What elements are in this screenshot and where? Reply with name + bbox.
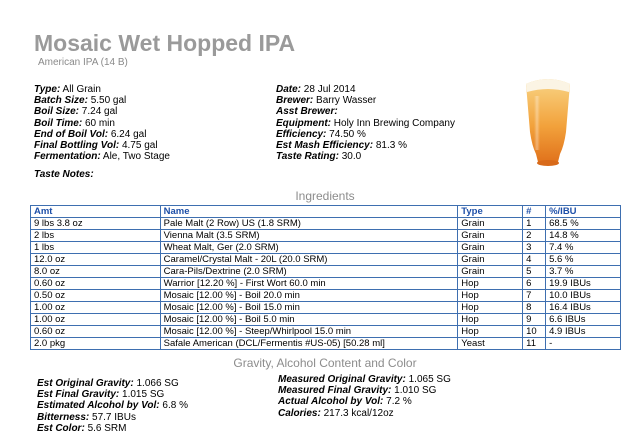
table-cell: 1 lbs bbox=[31, 242, 161, 254]
table-cell: 3.7 % bbox=[546, 266, 621, 278]
gravity-right bbox=[278, 374, 451, 419]
detail-row bbox=[276, 84, 455, 95]
table-cell: 1.00 oz bbox=[31, 302, 161, 314]
gravity-heading: Gravity, Alcohol Content and Color bbox=[233, 356, 417, 370]
gravity-row bbox=[37, 400, 188, 411]
table-cell: Mosaic [12.00 %] - Boil 15.0 min bbox=[160, 302, 458, 314]
detail-label: Boil Size: bbox=[34, 106, 80, 118]
detail-row bbox=[34, 95, 170, 106]
detail-value: 30.0 bbox=[341, 151, 362, 163]
table-cell: Grain bbox=[458, 242, 523, 254]
table-cell: Cara-Pils/Dextrine (2.0 SRM) bbox=[160, 266, 458, 278]
table-cell: 11 bbox=[523, 338, 546, 350]
gravity-value: 57.7 IBUs bbox=[92, 411, 136, 423]
gravity-label: Measured Original Gravity: bbox=[278, 374, 406, 385]
detail-row bbox=[276, 95, 455, 106]
table-cell: 2 bbox=[523, 230, 546, 242]
detail-label: Equipment: bbox=[276, 117, 331, 129]
detail-value: 81.3 % bbox=[375, 140, 407, 152]
column-header: Type bbox=[458, 206, 523, 218]
table-row bbox=[31, 278, 621, 290]
table-cell: Safale American (DCL/Fermentis #US-05) [50.28 ml] bbox=[160, 338, 458, 350]
gravity-row bbox=[278, 374, 451, 385]
detail-label: Fermentation: bbox=[34, 151, 101, 163]
table-cell: 10 bbox=[523, 326, 546, 338]
table-cell: 0.60 oz bbox=[31, 326, 161, 338]
detail-value: 60 min bbox=[84, 117, 115, 129]
table-cell: 8.0 oz bbox=[31, 266, 161, 278]
table-cell: 0.50 oz bbox=[31, 290, 161, 302]
table-cell: 7 bbox=[523, 290, 546, 302]
table-row bbox=[31, 314, 621, 326]
taste-notes-label: Taste Notes: bbox=[34, 169, 94, 180]
detail-label: Batch Size: bbox=[34, 95, 88, 107]
table-cell: Grain bbox=[458, 218, 523, 230]
ingredients-heading: Ingredients bbox=[295, 189, 355, 203]
table-cell: Mosaic [12.00 %] - Boil 5.0 min bbox=[160, 314, 458, 326]
gravity-label: Bitterness: bbox=[37, 411, 90, 423]
table-cell: Hop bbox=[458, 278, 523, 290]
table-cell: Caramel/Crystal Malt - 20L (20.0 SRM) bbox=[160, 254, 458, 266]
table-cell: 8 bbox=[523, 302, 546, 314]
table-cell: 68.5 % bbox=[546, 218, 621, 230]
gravity-row bbox=[278, 385, 451, 396]
table-row bbox=[31, 254, 621, 266]
gravity-label: Est Color: bbox=[37, 422, 85, 434]
gravity-value: 1.066 SG bbox=[136, 378, 179, 389]
table-cell: Hop bbox=[458, 326, 523, 338]
detail-row bbox=[276, 106, 455, 117]
table-cell: Mosaic [12.00 %] - Boil 20.0 min bbox=[160, 290, 458, 302]
detail-label: Final Bottling Vol: bbox=[34, 140, 120, 152]
gravity-label: Est Final Gravity: bbox=[37, 389, 120, 401]
table-cell: Hop bbox=[458, 314, 523, 326]
table-header-row bbox=[31, 206, 621, 218]
detail-label: Taste Rating: bbox=[276, 151, 339, 163]
detail-value: 6.24 gal bbox=[110, 128, 147, 140]
detail-row bbox=[276, 140, 455, 151]
gravity-value: 1.010 SG bbox=[394, 385, 437, 397]
table-cell: 10.0 IBUs bbox=[546, 290, 621, 302]
detail-label: Efficiency: bbox=[276, 128, 327, 140]
table-cell: Vienna Malt (3.5 SRM) bbox=[160, 230, 458, 242]
table-cell: 1.00 oz bbox=[31, 314, 161, 326]
table-cell: 4 bbox=[523, 254, 546, 266]
beer-glass-icon bbox=[518, 72, 578, 168]
detail-value: All Grain bbox=[62, 84, 101, 95]
table-row bbox=[31, 230, 621, 242]
gravity-left bbox=[37, 378, 188, 434]
table-cell: Grain bbox=[458, 266, 523, 278]
table-cell: Hop bbox=[458, 290, 523, 302]
gravity-label: Actual Alcohol by Vol: bbox=[278, 396, 384, 408]
detail-label: Brewer: bbox=[276, 95, 314, 107]
gravity-row bbox=[278, 408, 451, 419]
detail-value: 4.75 gal bbox=[121, 140, 158, 152]
detail-label: Est Mash Efficiency: bbox=[276, 140, 374, 152]
table-row bbox=[31, 266, 621, 278]
details-left bbox=[34, 84, 170, 162]
gravity-label: Measured Final Gravity: bbox=[278, 385, 392, 397]
detail-row bbox=[34, 84, 170, 95]
gravity-value: 1.065 SG bbox=[408, 374, 451, 385]
detail-label: Asst Brewer: bbox=[276, 106, 338, 118]
table-row bbox=[31, 218, 621, 230]
table-cell: 16.4 IBUs bbox=[546, 302, 621, 314]
table-cell: - bbox=[546, 338, 621, 350]
gravity-row bbox=[37, 389, 188, 400]
table-row bbox=[31, 242, 621, 254]
recipe-title: Mosaic Wet Hopped IPA bbox=[34, 30, 296, 56]
gravity-row bbox=[37, 423, 188, 434]
table-cell: Hop bbox=[458, 302, 523, 314]
detail-label: Date: bbox=[276, 84, 302, 95]
detail-row bbox=[34, 140, 170, 151]
detail-row bbox=[34, 118, 170, 129]
detail-row bbox=[276, 118, 455, 129]
table-cell: 9 lbs 3.8 oz bbox=[31, 218, 161, 230]
detail-row bbox=[34, 151, 170, 162]
table-cell: 5.6 % bbox=[546, 254, 621, 266]
table-cell: 1 bbox=[523, 218, 546, 230]
detail-value: Ale, Two Stage bbox=[102, 151, 170, 163]
table-cell: 9 bbox=[523, 314, 546, 326]
table-row bbox=[31, 338, 621, 350]
column-header: Amt bbox=[31, 206, 161, 218]
detail-label: Type: bbox=[34, 84, 61, 95]
gravity-value: 217.3 kcal/12oz bbox=[323, 407, 394, 419]
table-cell: 3 bbox=[523, 242, 546, 254]
table-cell: 6.6 IBUs bbox=[546, 314, 621, 326]
table-row bbox=[31, 290, 621, 302]
detail-row bbox=[276, 129, 455, 140]
column-header: # bbox=[523, 206, 546, 218]
ingredients-table bbox=[30, 205, 621, 350]
detail-row bbox=[34, 129, 170, 140]
gravity-label: Est Original Gravity: bbox=[37, 378, 134, 389]
gravity-label: Calories: bbox=[278, 407, 321, 419]
table-cell: 6 bbox=[523, 278, 546, 290]
detail-value: 74.50 % bbox=[329, 128, 366, 140]
table-row bbox=[31, 326, 621, 338]
gravity-row bbox=[37, 378, 188, 389]
detail-row bbox=[34, 106, 170, 117]
gravity-value: 7.2 % bbox=[386, 396, 412, 408]
column-header: Name bbox=[160, 206, 458, 218]
gravity-row bbox=[37, 412, 188, 423]
detail-value: Holy Inn Brewing Company bbox=[333, 117, 455, 129]
detail-value: 28 Jul 2014 bbox=[303, 84, 356, 95]
table-cell: 0.60 oz bbox=[31, 278, 161, 290]
ingredients-body bbox=[31, 218, 621, 350]
detail-value: 7.24 gal bbox=[81, 106, 118, 118]
gravity-value: 1.015 SG bbox=[122, 389, 165, 401]
table-cell: 4.9 IBUs bbox=[546, 326, 621, 338]
table-row bbox=[31, 302, 621, 314]
table-cell: Pale Malt (2 Row) US (1.8 SRM) bbox=[160, 218, 458, 230]
table-cell: 2.0 pkg bbox=[31, 338, 161, 350]
gravity-value: 5.6 SRM bbox=[87, 422, 127, 434]
detail-label: End of Boil Vol: bbox=[34, 128, 109, 140]
table-cell: Warrior [12.20 %] - First Wort 60.0 min bbox=[160, 278, 458, 290]
gravity-value: 6.8 % bbox=[162, 400, 188, 412]
detail-row bbox=[276, 151, 455, 162]
table-cell: 12.0 oz bbox=[31, 254, 161, 266]
table-cell: 2 lbs bbox=[31, 230, 161, 242]
gravity-row bbox=[278, 396, 451, 407]
detail-value: 5.50 gal bbox=[90, 95, 127, 107]
table-cell: 19.9 IBUs bbox=[546, 278, 621, 290]
details-right bbox=[276, 84, 455, 162]
table-cell: Yeast bbox=[458, 338, 523, 350]
detail-value: Barry Wasser bbox=[316, 95, 377, 107]
table-cell: 14.8 % bbox=[546, 230, 621, 242]
table-cell: Mosaic [12.00 %] - Steep/Whirlpool 15.0 min bbox=[160, 326, 458, 338]
detail-label: Boil Time: bbox=[34, 117, 83, 129]
table-cell: 5 bbox=[523, 266, 546, 278]
table-cell: Grain bbox=[458, 230, 523, 242]
table-cell: Grain bbox=[458, 254, 523, 266]
gravity-label: Estimated Alcohol by Vol: bbox=[37, 400, 160, 412]
table-cell: Wheat Malt, Ger (2.0 SRM) bbox=[160, 242, 458, 254]
table-cell: 7.4 % bbox=[546, 242, 621, 254]
column-header: %/IBU bbox=[546, 206, 621, 218]
recipe-style: American IPA (14 B) bbox=[38, 57, 128, 68]
